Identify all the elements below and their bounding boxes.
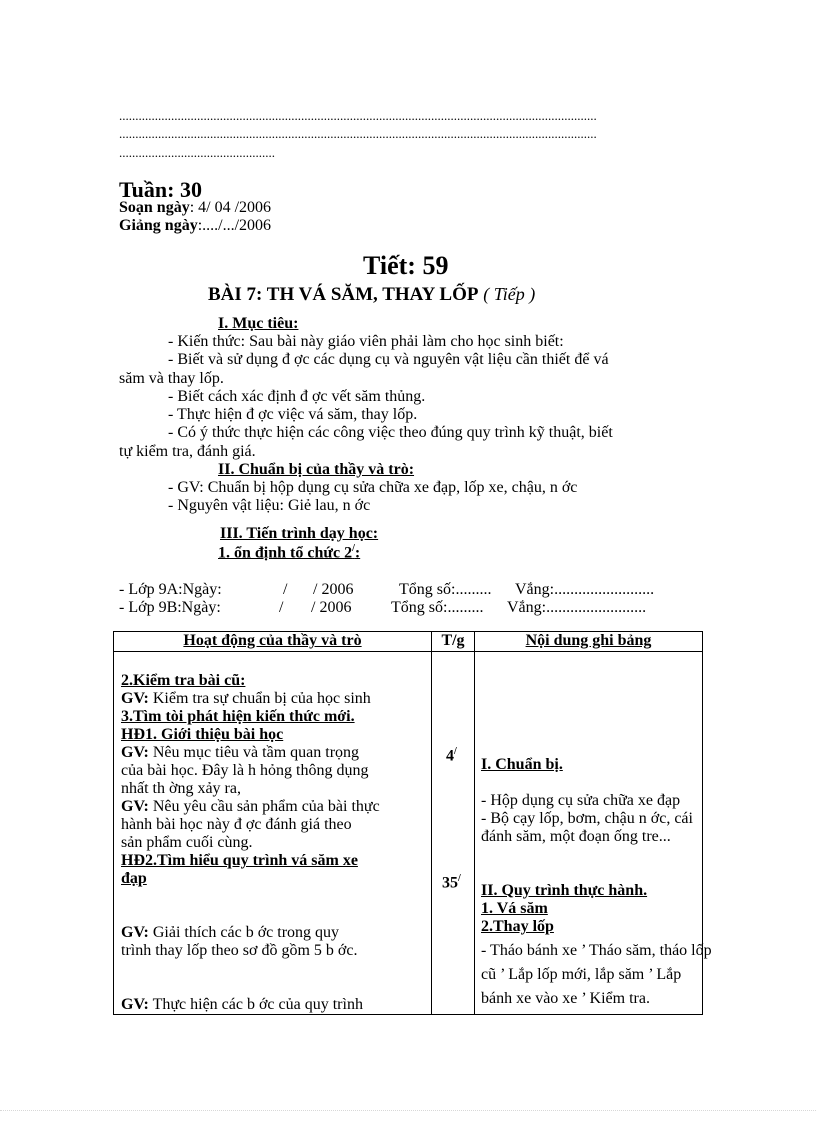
process-sub-mark: / (352, 543, 355, 554)
attendance-slash-2: / 2006 (311, 599, 352, 616)
board-line: - Bộ cạy lốp, bơm, chậu n ớc, cái (481, 810, 693, 827)
objective-line: - Biết cách xác định đ ợc vết săm thủng. (168, 388, 426, 405)
week-label: Tuần: 30 (119, 177, 202, 202)
attendance-row-9a (119, 581, 655, 599)
gv-text: Nêu yêu cầu sản phẩm của bài thực (148, 798, 380, 815)
objective-line: - Thực hiện đ ợc việc vá săm, thay lốp. (168, 406, 418, 423)
text-line: trình thay lốp theo sơ đồ gồm 5 b ớc. (121, 942, 358, 959)
text-line: sản phẩm cuối cùng. (121, 834, 253, 851)
gv-line (121, 798, 380, 816)
gv-text: Kiểm tra sự chuẩn bị của học sinh (148, 690, 371, 707)
prep-date (119, 199, 271, 217)
board-flow-line: bánh xe vào xe ’ Kiểm tra. (481, 990, 650, 1007)
attendance-row-9b (119, 599, 647, 617)
objective-line: tự kiểm tra, đánh giá. (119, 443, 256, 460)
attendance-slash-1: / (283, 581, 288, 598)
attendance-absent: Vắng:......................... (507, 599, 647, 616)
preparation-line: - GV: Chuẩn bị hộp dụng cụ sửa chữa xe đạp, lốp xe, chậu, n ớc (168, 479, 578, 496)
activities-cell (114, 652, 432, 1015)
board-line: - Hộp dụng cụ sửa chữa xe đạp (481, 792, 681, 809)
objective-line: - Biết và sử dụng đ ợc các dụng cụ và nguyên vật liệu cần thiết để vá (168, 351, 609, 368)
period-title: Tiết: 59 (363, 251, 449, 280)
hd2-heading-cont: đạp (121, 870, 147, 887)
board-flow-line: cũ ’ Lắp lốp mới, lắp săm ’ Lắp (481, 966, 682, 983)
gv-line (121, 744, 359, 762)
teach-date-value: :..../.../2006 (197, 217, 272, 234)
gv-line (121, 690, 371, 708)
lesson-title (208, 284, 535, 306)
hd1-heading: HĐ1. Giới thiệu bài học (121, 726, 284, 743)
header-activities-label: Hoạt động của thầy và trò (183, 632, 362, 649)
attendance-total: Tổng số:......... (399, 581, 492, 598)
attendance-absent: Vắng:......................... (515, 581, 655, 598)
time-number: 4 (446, 747, 454, 765)
prep-date-value: : 4/ 04 /2006 (189, 199, 272, 216)
header-time (432, 632, 475, 652)
gv-line (121, 996, 363, 1014)
objective-line: săm và thay lốp. (119, 370, 224, 387)
gv-label: GV: (121, 996, 149, 1013)
gv-label: GV: (121, 690, 149, 707)
time-mark: / (454, 746, 457, 757)
process-heading: III. Tiến trình dạy học: (220, 525, 379, 542)
time-mark: / (458, 873, 461, 884)
gv-text: Nêu mục tiêu và tầm quan trọng (148, 744, 360, 761)
board-step-1: 1. Vá săm (481, 900, 548, 917)
hd2-heading: HĐ2.Tìm hiểu quy trình vá săm xe (121, 852, 358, 869)
board-flow-line: - Tháo bánh xe ’ Tháo săm, tháo lốp (481, 942, 712, 959)
attendance-class: - Lớp 9B:Ngày: (119, 599, 221, 616)
text-line: hành bài học này đ ợc đánh giá theo (121, 816, 352, 833)
objectives-heading: I. Mục tiêu: (218, 315, 299, 332)
discover-heading: 3.Tìm tòi phát hiện kiến thức mới. (121, 708, 355, 725)
gv-label: GV: (121, 798, 149, 815)
process-sub-text: 1. ổn định tổ chức 2 (218, 544, 353, 562)
page-bottom-divider (0, 1110, 816, 1112)
header-board-label: Nội dung ghi bảng (525, 632, 652, 649)
objective-line: - Có ý thức thực hiện các công việc theo đúng quy trình kỹ thuật, biết (168, 424, 613, 441)
process-sub-heading (218, 543, 360, 562)
gv-text: Giải thích các b ớc trong quy (148, 924, 340, 941)
board-proc-heading: II. Quy trình thực hành. (481, 882, 648, 899)
gv-line (121, 924, 339, 942)
time-cell (432, 652, 475, 1015)
time-value (446, 746, 457, 765)
time-value (442, 873, 461, 892)
board-line: đánh săm, một đoạn ống tre... (481, 828, 671, 845)
board-prep-heading: I. Chuẩn bị. (481, 756, 563, 773)
header-activities (114, 632, 432, 652)
board-cell (475, 652, 712, 1015)
gv-label: GV: (121, 924, 149, 941)
teach-date-label: Giảng ngày (119, 217, 198, 234)
process-sub-end: : (354, 544, 361, 562)
attendance-class: - Lớp 9A:Ngày: (119, 581, 222, 598)
prep-date-label: Soạn ngày (119, 199, 190, 216)
preparation-heading: II. Chuẩn bị của thầy và trò: (218, 461, 415, 478)
objective-line: - Kiến thức: Sau bài này giáo viên phải làm cho học sinh biết: (168, 333, 564, 350)
time-number: 35 (442, 874, 458, 892)
lesson-table (113, 631, 712, 1015)
text-line: của bài học. Đây là h hỏng thông dụng (121, 762, 369, 779)
header-dots-3: ................................................ (119, 145, 275, 160)
attendance-slash-2: / 2006 (313, 581, 354, 598)
header-dots-2: ................................................................................................................................................... (119, 126, 597, 141)
header-dots-1: ................................................................................................................................................... (119, 108, 597, 123)
gv-label: GV: (121, 744, 149, 761)
lesson-title-main: BÀI 7: TH VÁ SĂM, THAY LỐP (208, 284, 479, 305)
header-time-label: T/g (441, 632, 465, 649)
preparation-line: - Nguyên vật liệu: Giẻ lau, n ớc (168, 497, 371, 514)
teach-date (119, 217, 271, 235)
text-line: nhất th ờng xảy ra, (121, 780, 241, 797)
lesson-title-suffix: ( Tiếp ) (483, 284, 536, 304)
board-step-2: 2.Thay lốp (481, 918, 554, 935)
check-heading: 2.Kiểm tra bài cũ: (121, 672, 246, 689)
gv-text: Thực hiện các b ớc của quy trình (148, 996, 363, 1013)
attendance-slash-1: / (279, 599, 284, 616)
attendance-total: Tổng số:......... (391, 599, 484, 616)
header-board (475, 632, 703, 652)
